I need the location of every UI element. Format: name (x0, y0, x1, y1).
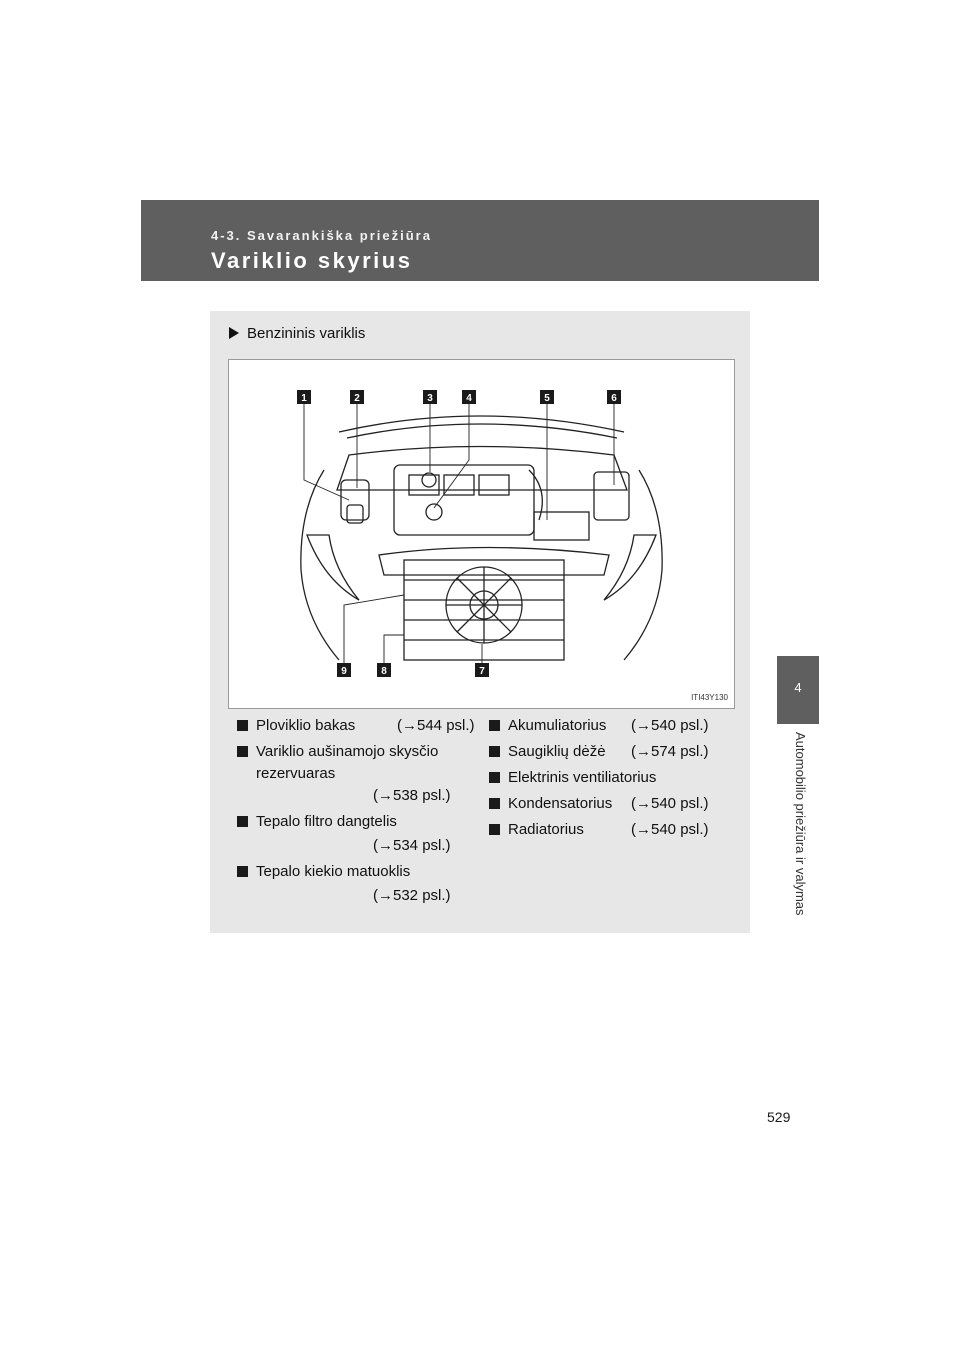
callout-9-label: 9 (341, 666, 347, 677)
item-number-1-icon (237, 720, 248, 731)
list-item-4 (256, 861, 476, 904)
list-item-8 (508, 793, 738, 815)
item-number-9-icon (489, 824, 500, 835)
item-label: Tepalo kiekio matuoklis (256, 863, 411, 880)
item-ref: (→540 psl.) (631, 795, 709, 812)
engine-type-heading (229, 325, 365, 342)
engine-bay-figure (228, 359, 735, 709)
item-label: Kondensatorius (508, 795, 613, 812)
list-item-9 (508, 819, 738, 841)
chapter-title: Automobilio priežiūra ir valymas (793, 732, 808, 916)
item-label: Ploviklio bakas (256, 717, 356, 734)
list-item-6 (508, 741, 738, 763)
item-number-6-icon (489, 746, 500, 757)
list-item-5 (508, 715, 738, 737)
list-item-2 (256, 741, 464, 804)
item-ref: (→544 psl.) (397, 717, 475, 734)
callout-5-label: 5 (544, 393, 550, 404)
item-number-5-icon (489, 720, 500, 731)
page-title: Variklio skyrius (211, 248, 413, 273)
item-label: Radiatorius (508, 821, 584, 838)
item-ref: (→540 psl.) (631, 717, 709, 734)
callout-6-label: 6 (611, 393, 617, 404)
section-header (141, 200, 819, 281)
section-subtitle: 4-3. Savarankiška priežiūra (211, 228, 432, 243)
item-number-7-icon (489, 772, 500, 783)
item-ref: (→574 psl.) (631, 743, 709, 760)
item-ref: (→532 psl.) (373, 887, 451, 904)
engine-bay-illustration (229, 360, 734, 708)
page-number: 529 (767, 1109, 791, 1125)
callout-1-label: 1 (301, 393, 307, 404)
item-ref: (→534 psl.) (373, 837, 451, 854)
content-panel (210, 311, 750, 933)
item-ref: (→538 psl.) (373, 787, 451, 804)
item-number-3-icon (237, 816, 248, 827)
callout-4-label: 4 (466, 393, 472, 404)
item-label: Elektrinis ventiliatorius (508, 769, 657, 786)
item-ref: (→540 psl.) (631, 821, 709, 838)
chapter-tab (777, 656, 819, 724)
callout-8-label: 8 (381, 666, 387, 677)
figure-code: ITI43Y130 (691, 693, 728, 702)
chapter-number: 4 (794, 680, 802, 695)
list-item-1 (256, 715, 476, 737)
callout-2-label: 2 (354, 393, 360, 404)
item-number-8-icon (489, 798, 500, 809)
item-number-4-icon (237, 866, 248, 877)
item-label: Saugiklių dėžė (508, 743, 606, 760)
list-item-3 (256, 811, 476, 854)
item-label: Akumuliatorius (508, 717, 607, 734)
item-label: Variklio aušinamojo skysčio rezervuaras (256, 743, 439, 782)
item-label: Tepalo filtro dangtelis (256, 813, 397, 830)
callout-3-label: 3 (427, 393, 433, 404)
list-item-7 (508, 767, 738, 789)
callout-7-label: 7 (479, 666, 485, 677)
triangle-bullet-icon (229, 327, 239, 339)
item-number-2-icon (237, 746, 248, 757)
engine-type-label: Benzininis variklis (247, 325, 366, 342)
